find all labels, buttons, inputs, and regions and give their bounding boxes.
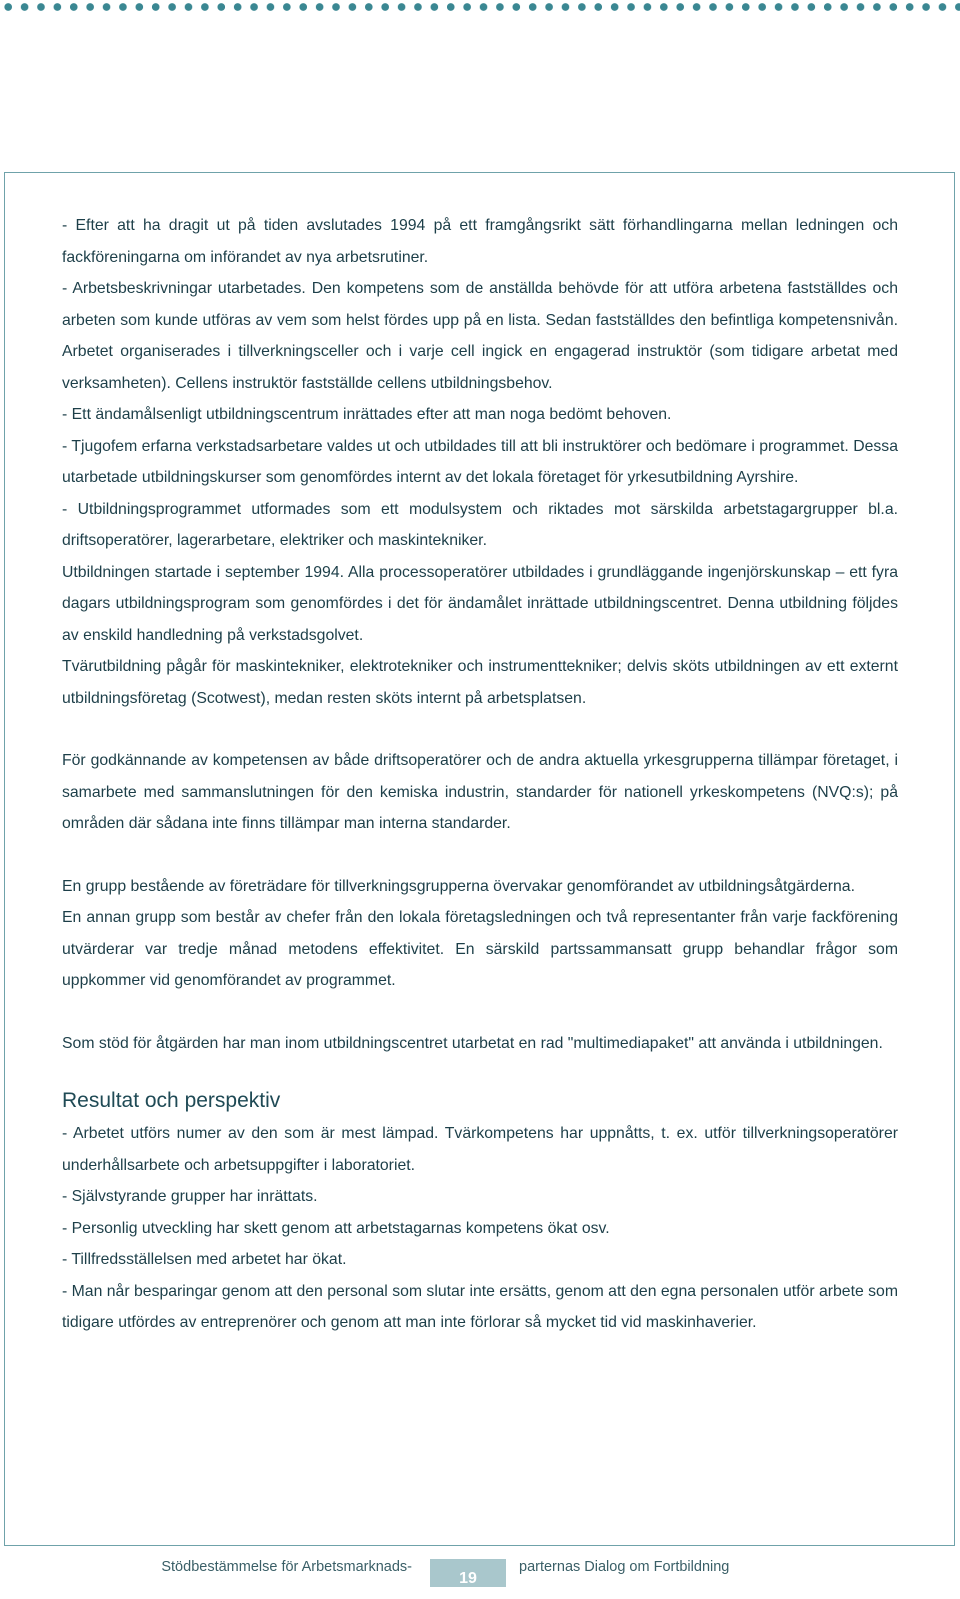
result-item: - Man når besparingar genom att den personal som slutar inte ersätts, genom att den egna personalen utför arbete som tidigare utfördes av entreprenörer och genom att man inte förlorar så mycket tid vid maskinhaverier. [62, 1282, 898, 1331]
page-footer [0, 1559, 960, 1587]
paragraph-negotiations: - Efter att ha dragit ut på tiden avslutades 1994 på ett framgångsrikt sätt förhandlingarna mellan ledningen och fackföreningarna om införandet av nya arbetsrutiner. [62, 217, 898, 266]
dotted-top-border [0, 0, 960, 14]
result-item: - Arbetet utförs numer av den som är mest lämpad. Tvärkompetens har uppnåtts, t. ex. utför tillverkningsoperatörer underhållsarbete och arbetsuppgifter i laboratoriet. [62, 1125, 898, 1174]
paragraph-multimedia: Som stöd för åtgärden har man inom utbildningscentret utarbetat en rad "multimediapaket" att använda i utbildningen. [62, 1034, 883, 1052]
footer-right-text: parternas Dialog om Fortbildning [519, 1559, 730, 1575]
section-heading-results: Resultat och perspektiv [62, 1089, 281, 1112]
paragraph-training-start: Utbildningen startade i september 1994. Alla processoperatörer utbildades i grundläggande ingenjörskunskap – ett fyra dagars utbildningsprogram som genomfördes i det för ändamålet inrättade utbildningscentret. Denna utbildning följdes av enskild handledning på verkstadsgolvet. [62, 563, 898, 644]
paragraph-monitoring-group: En grupp bestående av företrädare för tillverkningsgrupperna övervakar genomförandet av utbildningsåtgärderna. [62, 877, 855, 895]
main-content [62, 210, 898, 1339]
paragraph-job-descriptions: - Arbetsbeskrivningar utarbetades. Den kompetens som de anställda behövde för att utföra arbetena fastställdes och arbeten som kunde utföras av vem som helst fördes upp på en lista. Sedan fastställdes den befintliga kompetensnivån. Arbetet organiserades i tillverkningsceller och i varje cell ingick en engagerad instruktör (som tidigare arbetat med verksamheten). Cellens instruktör fastställde cellens utbildningsbehov. [62, 280, 898, 392]
footer-left-text: Stödbestämmelse för Arbetsmarknads- [161, 1559, 412, 1575]
result-item: - Personlig utveckling har skett genom att arbetstagarnas kompetens ökat osv. [62, 1219, 610, 1237]
paragraph-instructors: - Tjugofem erfarna verkstadsarbetare valdes ut och utbildades till att bli instruktörer och bedömare i programmet. Dessa utarbetade utbildningskurser som genomfördes internt av det lokala företaget för yrkesutbildning Ayrshire. [62, 437, 898, 486]
result-item: - Självstyrande grupper har inrättats. [62, 1188, 318, 1205]
paragraph-evaluation-group: En annan grupp som består av chefer från den lokala företagsledningen och två representanter från varje fackförening utvärderar var tredje månad metodens effektivitet. En särskild partssammansatt grupp behandlar frågor som uppkommer vid genomförandet av programmet. [62, 909, 898, 989]
page-number: 19 [430, 1559, 506, 1587]
paragraph-training-centre: - Ett ändamålsenligt utbildningscentrum inrättades efter att man noga bedömt behoven. [62, 406, 672, 423]
paragraph-cross-training: Tvärutbildning pågår för maskintekniker, elektrotekniker och instrumenttekniker; delvis sköts utbildningen av ett externt utbildningsföretag (Scotwest), medan resten sköts internt på arbetsplatsen. [62, 658, 898, 707]
result-item: - Tillfredsställelsen med arbetet har ökat. [62, 1251, 347, 1268]
paragraph-module-system: - Utbildningsprogrammet utformades som ett modulsystem och riktades mot särskilda arbetstagargrupper bl.a. driftsoperatörer, lagerarbetare, elektriker och maskintekniker. [62, 500, 898, 549]
paragraph-nvq: För godkännande av kompetensen av både driftsoperatörer och de andra aktuella yrkesgrupperna tillämpar företaget, i samarbete med sammanslutningen för den kemiska industrin, standarder för nationell yrkeskompetens (NVQ:s); på områden där sådana inte finns tillämpar man interna standarder. [62, 752, 898, 832]
